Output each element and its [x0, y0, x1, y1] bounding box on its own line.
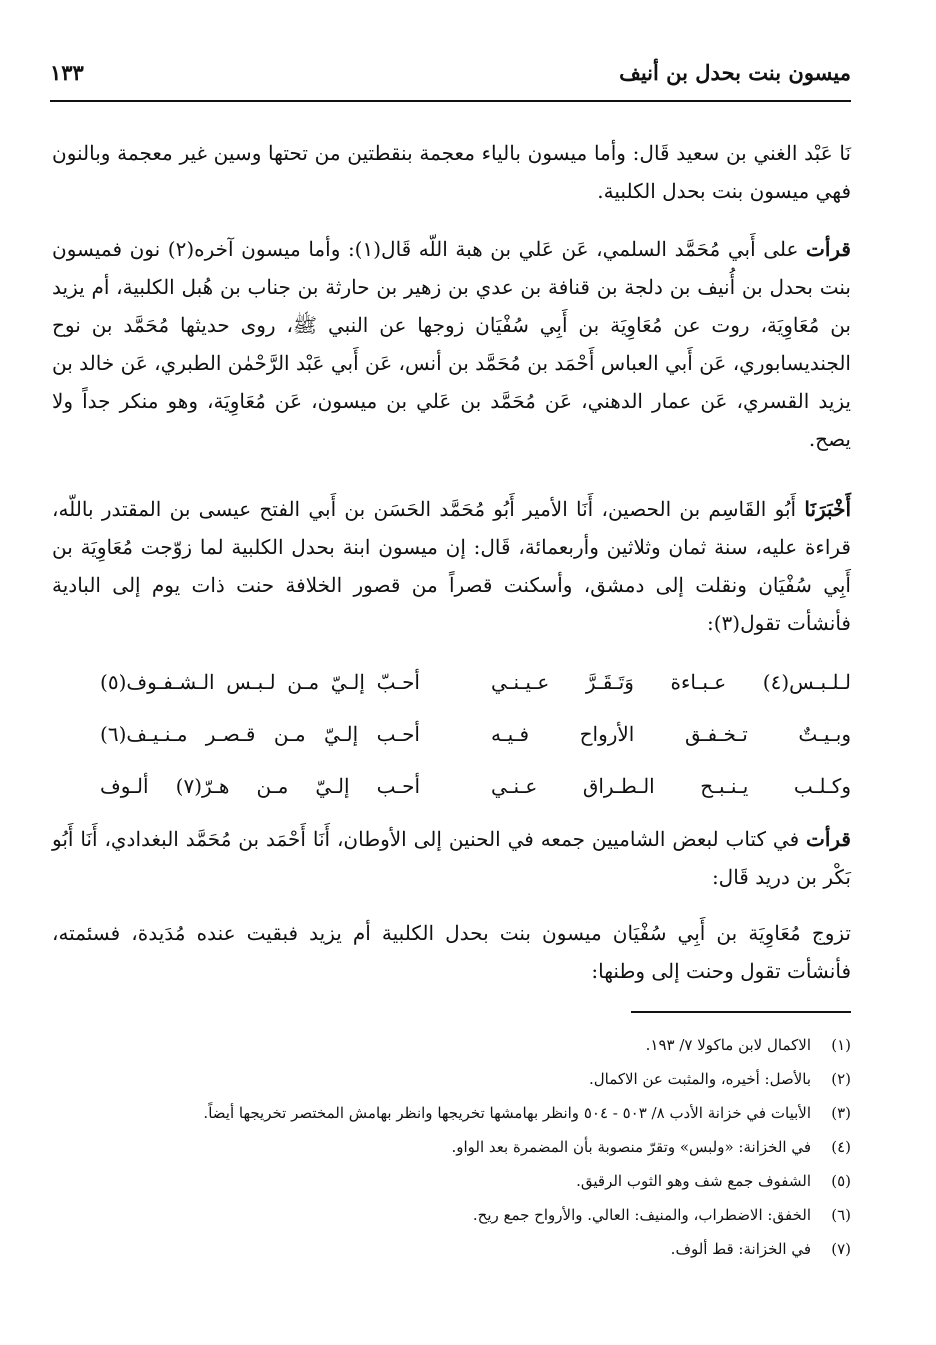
- poem-verse: [100, 670, 851, 710]
- verse-first-hemistich: وبـيـتٌ تـخـفـق الأرواح فـيـه: [491, 722, 851, 746]
- footnote-number: (٥): [831, 1172, 851, 1190]
- verse-second-hemistich: أحـب إلـيّ مـن قـصـر مـنـيـف(٦): [100, 722, 420, 746]
- paragraph-text: على أَبي مُحَمَّد السلمي، عَن عَلي بن هبة اللّه قَال(١): وأما ميسون آخره(٢) نون فميسون بنت بحدل بن أُنيف بن دلجة بن قنافة بن عدي بن زهير بن حارثة بن جناب بن هُبل الكلبية، أم يزيد بن مُعَاوِيَة، روت عن مُعَاوِيَة بن أَبِي سُفْيَان زوجها عن النبي ﷺ، روى حديثها مُحَمَّد بن نوح الجنديسابوري، عَن أَبي العباس أَحْمَد بن مُحَمَّد بن أنس، عَن أَبي عَبْد الرَّحْمٰن الطبري، عَن خالد بن يزيد القسري، عَن عمار الدهني، عَن مُحَمَّد بن عَلي بن ميسون، عَن مُعَاوِيَة، وهو منكر جداً ولا يصح.: [52, 237, 851, 451]
- running-title: ميسون بنت بحدل بن أنيف: [619, 60, 851, 85]
- paragraph-2: [52, 230, 851, 458]
- footnote-text: الخفق: الاضطراب، والمنيف: العالي. والأرواح جمع ريح.: [472, 1206, 811, 1224]
- paragraph-1: [52, 134, 851, 210]
- header-rule: [50, 100, 851, 102]
- poem-verse: [100, 774, 851, 814]
- footnote: [90, 1068, 851, 1090]
- footnote-text: في الخزانة: «ولبس» وتقرّ منصوبة بأن المضمرة بعد الواو.: [451, 1138, 811, 1156]
- paragraph-3: [52, 490, 851, 642]
- verse-first-hemistich: لـلـبـس(٤) عـبـاءة وَتَـقَـرَّ عـيـنـي: [491, 670, 851, 694]
- footnote-text: الأبيات في خزانة الأدب ٨/ ٥٠٣ - ٥٠٤ وانظر بهامشها تخريجها وانظر بهامش المختصر تخريجها أيضاً.: [203, 1104, 811, 1122]
- footnote: [90, 1238, 851, 1260]
- footnote-number: (٦): [831, 1206, 851, 1224]
- paragraph-text: تزوج مُعَاوِيَة بن أَبِي سُفْيَان ميسون بنت بحدل الكلبية أم يزيد فبقيت عنده مُدَيدة، فسئمته، فأنشأت تقول وحنت إلى وطنها:: [52, 921, 851, 983]
- footnote-text: الشفوف جمع شف وهو الثوب الرقيق.: [576, 1172, 811, 1190]
- paragraph-lead: أَخْبَرَنَا: [804, 497, 851, 521]
- footnote-text: بالأصل: أخيره، والمثبت عن الاكمال.: [588, 1070, 811, 1088]
- footnote-number: (٣): [831, 1104, 851, 1122]
- running-header: [50, 60, 851, 94]
- paragraph-text: أَبُو القَاسِم بن الحصين، أَنَا الأمير أَبُو مُحَمَّد الحَسَن بن أَبي الفتح عيسى بن المقتدر باللّه، قراءة عليه، سنة ثمان وثلاثين وأربعمائة، قَال: إن ميسون ابنة بحدل الكلبية لما زوّجت مُعَاوِيَة بن أَبِي سُفْيَان ونقلت إلى دمشق، وأسكنت قصراً من قصور الخلافة حنت ذات يوم إلى البادية فأنشأت تقول(٣):: [52, 497, 851, 635]
- footnote: [90, 1102, 851, 1124]
- paragraph-4: [52, 820, 851, 896]
- footnote-number: (٢): [831, 1070, 851, 1088]
- footnote: [90, 1034, 851, 1056]
- footnote: [90, 1204, 851, 1226]
- footnote-rule: [631, 1011, 851, 1013]
- footnote: [90, 1170, 851, 1192]
- footnote-number: (١): [831, 1036, 851, 1054]
- verse-first-hemistich: وكـلـب يـنـبـح الـطـراق عـنـي: [491, 774, 851, 798]
- paragraph-text: في كتاب لبعض الشاميين جمعه في الحنين إلى الأوطان، أَنَا أَحْمَد بن مُحَمَّد البغدادي، أَنَا أَبُو بَكْر بن دريد قَال:: [52, 827, 851, 889]
- page-number: ١٣٣: [50, 60, 84, 85]
- footnote-number: (٧): [831, 1240, 851, 1258]
- paragraph-5: [52, 914, 851, 990]
- verse-second-hemistich: أحـبّ إلـيّ مـن لـبـس الـشـفـوف(٥): [100, 670, 420, 694]
- poem-verse: [100, 722, 851, 762]
- footnote: [90, 1136, 851, 1158]
- verse-second-hemistich: أحـب إلـيّ مـن هـرّ(٧) ألـوف: [100, 774, 420, 798]
- footnote-text: في الخزانة: قط ألوف.: [670, 1240, 811, 1258]
- paragraph-lead: قرأت: [806, 237, 851, 261]
- footnote-text: الاكمال لابن ماكولا ٧/ ١٩٣.: [645, 1036, 811, 1054]
- paragraph-lead: قرأت: [806, 827, 851, 851]
- paragraph-text: نَا عَبْد الغني بن سعيد قَال: وأما ميسون بالياء معجمة بنقطتين من تحتها وسين غير معجمة وبالنون فهي ميسون بنت بحدل الكلبية.: [52, 141, 851, 203]
- footnote-number: (٤): [831, 1138, 851, 1156]
